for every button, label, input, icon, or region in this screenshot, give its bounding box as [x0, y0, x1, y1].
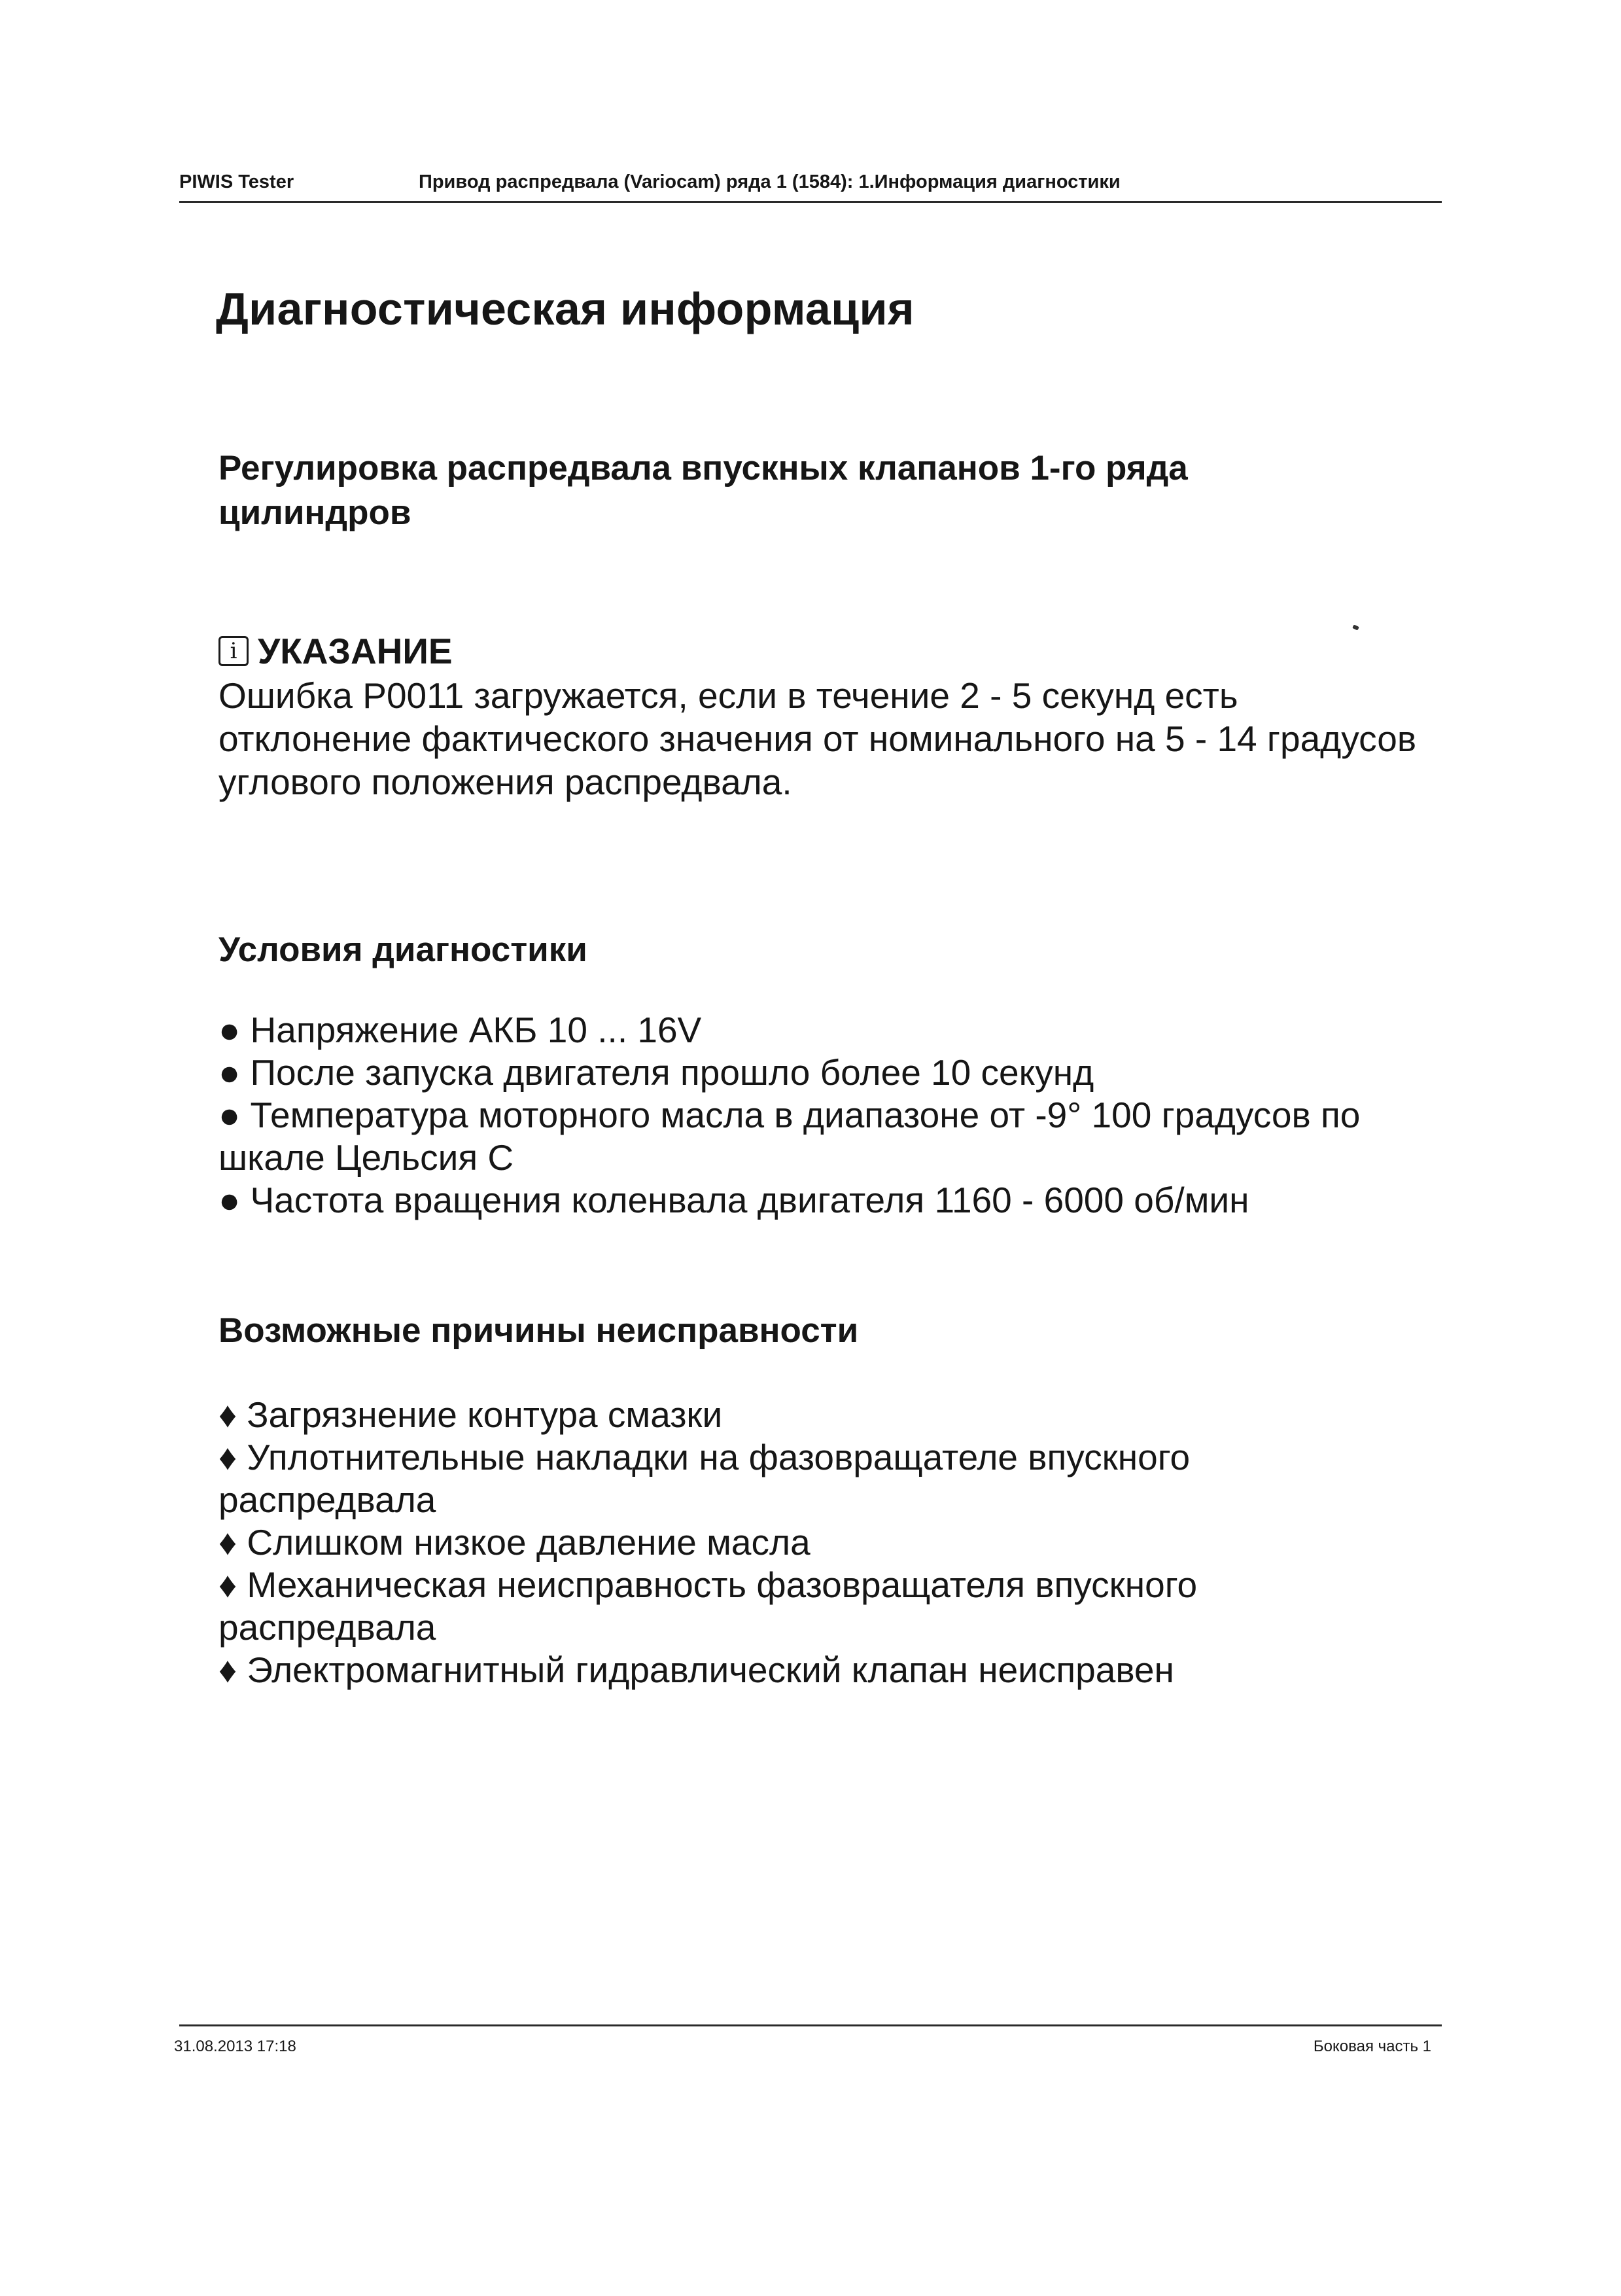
condition-item	[218, 1179, 1461, 1222]
list-item-line	[218, 1564, 1461, 1606]
list-item-text: Слишком низкое давление масла	[247, 1522, 811, 1563]
list-item-line	[218, 1009, 1461, 1051]
diamond-bullet-icon: ♦	[218, 1394, 247, 1435]
list-item-text: Загрязнение контура смазки	[247, 1394, 723, 1435]
list-item-text: Уплотнительные накладки на фазовращателе впускного	[247, 1437, 1191, 1477]
list-item-text: распредвала	[218, 1479, 436, 1520]
subtitle-line: Регулировка распредвала впускных клапанов 1-го ряда	[218, 449, 1188, 487]
page-title: Диагностическая информация	[216, 283, 915, 334]
header-divider	[179, 201, 1442, 203]
conditions-heading: Условия диагностики	[218, 930, 587, 969]
note-text	[218, 674, 1501, 804]
cause-item	[218, 1394, 1461, 1436]
list-item-line	[218, 1436, 1461, 1479]
note-text-line: отклонение фактического значения от номинального на 5 - 14 градусов	[218, 718, 1417, 759]
diamond-bullet-icon: ♦	[218, 1522, 247, 1563]
list-item-line	[218, 1179, 1461, 1222]
header-app-name: PIWIS Tester	[179, 171, 294, 192]
list-item-text: Механическая неисправность фазовращателя впускного	[247, 1564, 1198, 1605]
diamond-bullet-icon: ♦	[218, 1650, 247, 1690]
list-item-line	[218, 1521, 1461, 1564]
diamond-bullet-icon: ♦	[218, 1437, 247, 1477]
header-title: Привод распредвала (Variocam) ряда 1 (1584): 1.Информация диагностики	[419, 171, 1121, 192]
list-item-line	[218, 1394, 1461, 1436]
note-text-line: углового положения распредвала.	[218, 762, 792, 802]
conditions-list	[218, 1009, 1461, 1222]
condition-item	[218, 1094, 1461, 1179]
info-icon: i	[218, 636, 249, 666]
causes-list	[218, 1394, 1461, 1691]
bullet-icon: ●	[218, 1180, 251, 1220]
condition-item	[218, 1009, 1461, 1051]
footer-date: 31.08.2013 17:18	[174, 2038, 296, 2055]
list-item-line	[218, 1649, 1461, 1691]
note-header	[218, 629, 453, 673]
diamond-bullet-icon: ♦	[218, 1564, 247, 1605]
subtitle-line: цилиндров	[218, 493, 411, 532]
section-subtitle	[218, 446, 1188, 535]
bullet-icon: ●	[218, 1010, 251, 1050]
list-item-line	[218, 1137, 1461, 1179]
list-item-text: После запуска двигателя прошло более 10 секунд	[250, 1052, 1094, 1093]
cause-item	[218, 1564, 1461, 1649]
list-item-text: Электромагнитный гидравлический клапан неисправен	[247, 1650, 1174, 1690]
footer-page-label: Боковая часть 1	[1313, 2038, 1431, 2055]
bullet-icon: ●	[218, 1052, 251, 1093]
causes-heading: Возможные причины неисправности	[218, 1311, 859, 1350]
list-item-text: Температура моторного масла в диапазоне от -9° 100 градусов по	[250, 1095, 1361, 1135]
list-item-text: распредвала	[218, 1607, 436, 1648]
note-text-line: Ошибка P0011 загружается, если в течение 2 - 5 секунд есть	[218, 675, 1238, 716]
cause-item	[218, 1436, 1461, 1521]
list-item-line	[218, 1606, 1461, 1649]
cause-item	[218, 1521, 1461, 1564]
cause-item	[218, 1649, 1461, 1691]
condition-item	[218, 1051, 1461, 1094]
bullet-icon: ●	[218, 1095, 251, 1135]
list-item-text: шкале Цельсия C	[218, 1137, 514, 1178]
list-item-line	[218, 1051, 1461, 1094]
list-item-line	[218, 1479, 1461, 1521]
note-label: УКАЗАНИЕ	[258, 631, 453, 671]
list-item-text: Напряжение АКБ 10 ... 16V	[250, 1010, 702, 1050]
list-item-text: Частота вращения коленвала двигателя 1160 - 6000 об/мин	[250, 1180, 1249, 1220]
list-item-line	[218, 1094, 1461, 1137]
scan-speck	[1352, 624, 1359, 630]
footer-divider	[179, 2024, 1442, 2026]
